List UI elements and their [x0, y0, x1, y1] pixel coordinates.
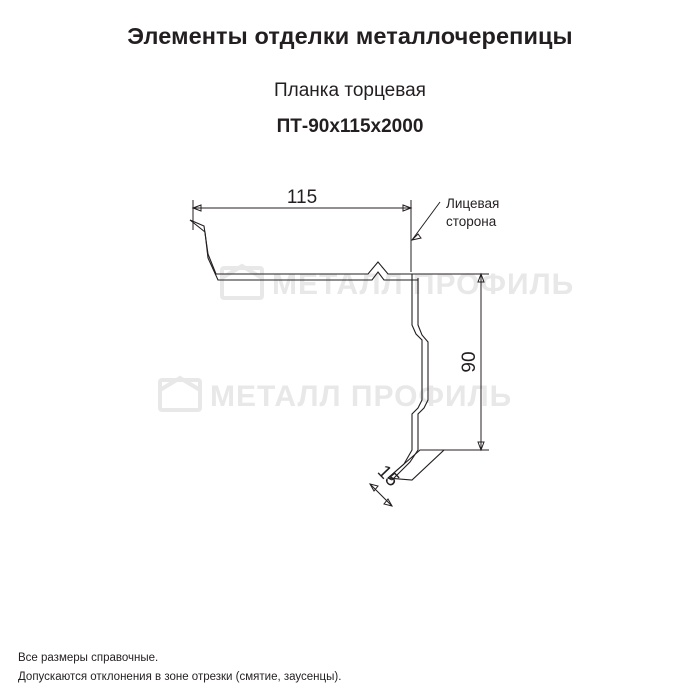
page-title: Элементы отделки металлочерепицы [127, 23, 573, 49]
profile-outline [190, 220, 444, 480]
annotation-face-side [412, 196, 499, 240]
footnote-line-2: Допускаются отклонения в зоне отрезки (смятие, заусенцы). [18, 671, 342, 684]
dimension-height [412, 274, 489, 450]
product-name: Планка торцевая [274, 80, 426, 102]
annotation-face-side-line2: сторона [446, 214, 497, 229]
footnotes [18, 649, 341, 688]
dimension-height-label: 90 [459, 351, 480, 373]
dimension-flange-label: 15 [373, 461, 403, 492]
title-block [0, 22, 700, 139]
watermark-text: МЕТАЛЛ ПРОФИЛЬ [210, 380, 513, 413]
product-code: ПТ-90х115х2000 [276, 115, 424, 137]
watermark-text: МЕТАЛЛ ПРОФИЛЬ [272, 268, 575, 301]
dimension-width-label: 115 [286, 187, 318, 208]
technical-drawing [0, 150, 700, 550]
annotation-face-side-line1: Лицевая [446, 196, 500, 211]
footnote-line-1: Все размеры справочные. [18, 651, 159, 664]
dimension-width [193, 187, 411, 272]
dimension-flange [370, 461, 403, 506]
